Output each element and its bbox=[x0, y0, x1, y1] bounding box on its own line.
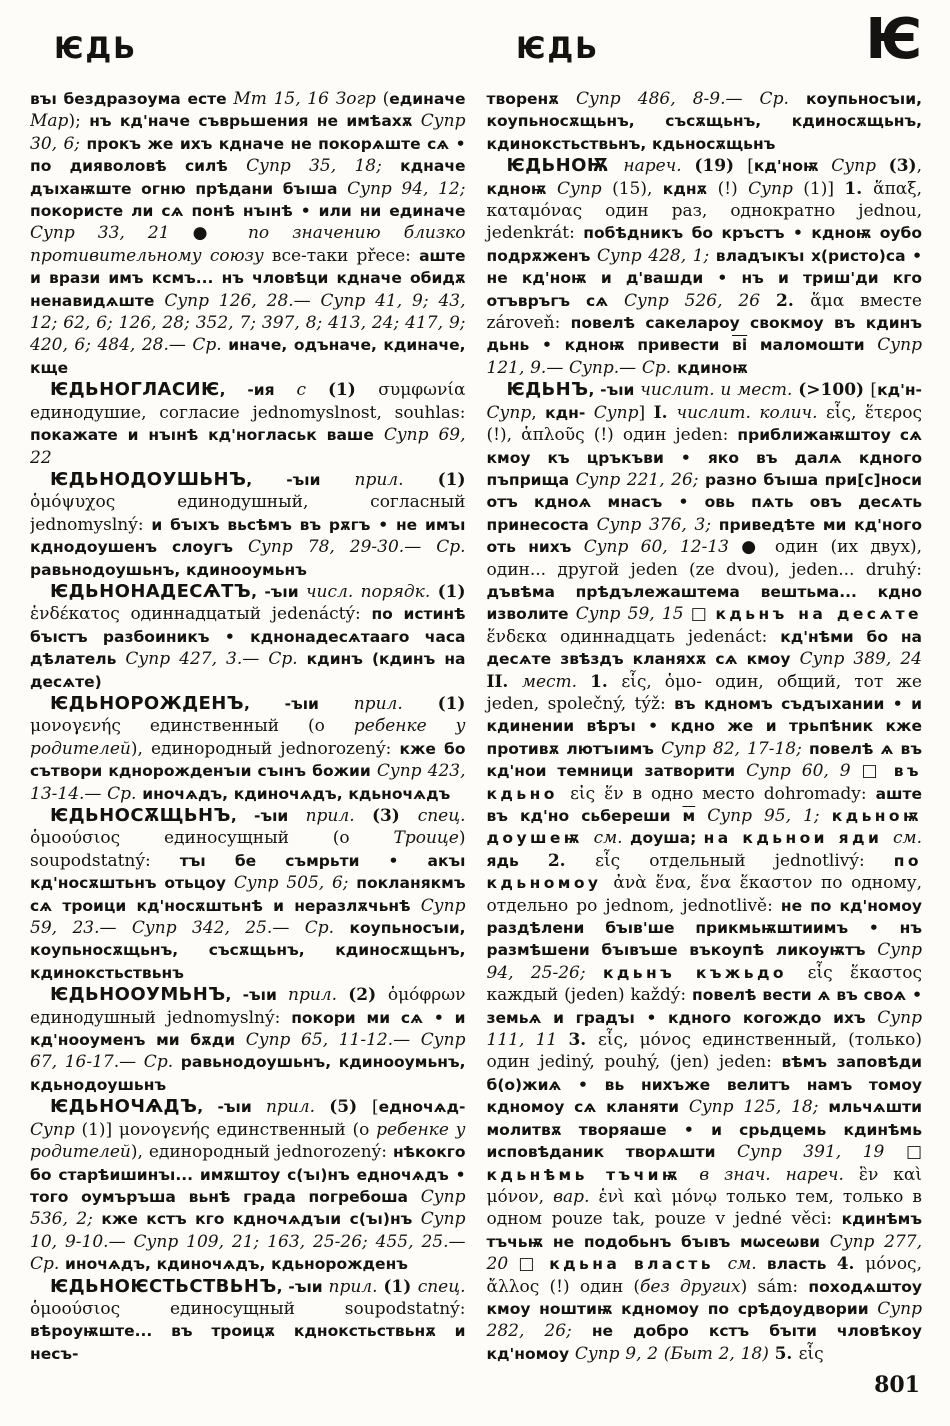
text-segment: один jeden: bbox=[622, 425, 738, 446]
text-segment: Супр 428, 1; bbox=[596, 245, 716, 266]
text-segment: Супр 221, 26; bbox=[575, 469, 705, 490]
text-segment: εἷς, ἕτερος (!), ἁπλοῦς (!) bbox=[486, 402, 922, 446]
text-segment: μονογενής bbox=[30, 716, 150, 737]
text-segment: все-таки přece: bbox=[271, 245, 420, 266]
text-segment: Супр 60, 12-13 bbox=[583, 537, 742, 558]
text-segment: (19) bbox=[694, 156, 748, 177]
text-segment: едночѧд- bbox=[378, 1098, 466, 1117]
text-segment: □ bbox=[905, 1142, 922, 1163]
text-segment: кдьнъ къжьдо bbox=[602, 963, 808, 982]
text-segment: εἷς, μόνος bbox=[597, 1030, 703, 1051]
text-segment: прил. bbox=[354, 469, 438, 490]
text-segment: приближаѭштоу сѧ кмоу къ цръкъви • яко въ далѧ кдного пъприща bbox=[486, 426, 922, 489]
entry-jedinojestestvnyj bbox=[30, 1276, 466, 1366]
text-segment: кдинѣмъ тъчьѭ не подобьнъ бъıвъ мѡсеѡви bbox=[486, 1210, 922, 1251]
text-segment: единственный (о bbox=[149, 716, 354, 737]
text-segment: спец. bbox=[417, 1276, 466, 1297]
text-segment: (1)] bbox=[803, 178, 845, 199]
text-segment: м bbox=[682, 807, 696, 825]
text-segment: ● один (их двух), один... другой jeden (ze dvou), jeden... druhý: bbox=[486, 537, 922, 580]
text-segment: εἷς, ὁμο- bbox=[621, 671, 716, 692]
text-segment: одиннадцатый jedenáctý: bbox=[130, 604, 372, 625]
text-segment: по значению близко противительному союзу bbox=[30, 223, 466, 266]
text-segment: кдинъ (кдинъ на десѧте) bbox=[30, 650, 466, 691]
text-segment: Супр bbox=[556, 178, 613, 199]
text-segment: Супр 60, 9 bbox=[746, 761, 862, 782]
text-segment: Мар bbox=[30, 111, 69, 132]
text-segment: вместе zároveň: bbox=[486, 290, 922, 334]
text-segment: на кдьнои яди bbox=[703, 829, 893, 848]
text-segment: иначе, одъначе, кдиначе, кще bbox=[30, 336, 466, 377]
text-segment: ἅπαξ, καταμόνας bbox=[486, 178, 922, 222]
text-segment: кд'ноѭ bbox=[753, 157, 832, 176]
text-segment: единаче bbox=[389, 90, 466, 108]
text-segment: аште и врази имъ ксмъ... нъ чловѣци кдначе обидѫ ненавидѧште bbox=[30, 246, 466, 310]
text-segment: см. bbox=[892, 828, 922, 849]
text-segment: ἑνδέκατος bbox=[30, 604, 131, 625]
text-segment: □ bbox=[690, 604, 716, 625]
entry-jedinooumnyj bbox=[30, 984, 466, 1096]
headword: ѤДЬНОЧѦДЪ bbox=[50, 1096, 198, 1118]
text-segment: Супр 536, 2; bbox=[30, 1186, 466, 1230]
text-segment: коупьносъıи, коупьносѫщьнъ, съсѫщьнъ, кдиносѫщьнъ, кдинокстьствьнъ bbox=[30, 919, 466, 982]
text-segment: по одному, отдельно po jednom, jednotlivě: bbox=[486, 873, 922, 916]
text-segment: кд'нѣми бо на десѧте звѣздъ кланяхѫ сѧ кмоу bbox=[486, 627, 922, 669]
text-segment: ядь bbox=[486, 851, 548, 870]
text-segment: один раз, однократно jednou, jedenkrát: bbox=[486, 201, 922, 244]
text-segment: кдначе дъıхаѭште огню прѣдани бъıша bbox=[30, 157, 466, 198]
text-segment: ὁμοούσιος bbox=[30, 1298, 170, 1319]
text-segment: Супр 126, 28.— Супр 41, 9; 43, 12; 62, 6; 126, 28; 352, 7; 397, 8; 413, 24; 417, 9; 420, 6; 484, 28.— Ср. bbox=[30, 290, 466, 356]
text-columns bbox=[30, 88, 922, 1406]
text-segment: прил. bbox=[353, 693, 438, 714]
text-segment: повелѣ ѧ въ кд'нои темници затворити bbox=[486, 739, 922, 781]
text-segment: 2. bbox=[776, 290, 811, 311]
text-segment: числит. колич. bbox=[676, 402, 826, 423]
text-segment: въı бездразоума есте bbox=[30, 90, 234, 108]
headword: ѤДЬНООУМЬНЪ bbox=[50, 984, 226, 1006]
left-column bbox=[30, 88, 466, 1406]
text-segment: равьнодоушьнъ, кдинооумьнъ bbox=[30, 560, 307, 579]
text-segment: ● bbox=[192, 223, 248, 244]
text-segment: ἓν καὶ μόνον, bbox=[486, 1164, 922, 1207]
headword: ѤДЬНОРОЖДЕНЪ bbox=[50, 692, 244, 714]
text-segment: Троице bbox=[393, 828, 459, 849]
text-segment: , bbox=[916, 156, 922, 177]
text-segment: (1) bbox=[327, 380, 379, 401]
headword: ѤДЬНОѬ bbox=[506, 155, 624, 177]
text-segment: одиннадцать jedenáct: bbox=[559, 626, 781, 647]
text-segment: кднѫ bbox=[662, 179, 718, 198]
text-segment: мест. bbox=[521, 671, 591, 692]
text-segment: (2) bbox=[348, 985, 388, 1006]
text-segment: Супр 125, 18; bbox=[688, 1097, 829, 1118]
text-segment: Супр 376, 3; bbox=[596, 514, 719, 535]
text-segment: Супр 505, 6; bbox=[233, 873, 357, 894]
text-segment: εἷς ἕκαστος bbox=[807, 962, 922, 983]
text-segment: 5. bbox=[774, 1343, 799, 1364]
text-segment: кд'н- bbox=[877, 381, 922, 400]
text-segment: один ( bbox=[579, 1276, 641, 1297]
entry-jedinoju bbox=[487, 155, 923, 379]
text-segment: (5) bbox=[329, 1097, 372, 1118]
text-segment: единственный (о bbox=[216, 1119, 377, 1140]
entry-jedinonadesjat bbox=[30, 581, 466, 693]
text-segment: не добро кстъ бъıти чловѣкоу кд'номоу bbox=[486, 1322, 922, 1363]
text-segment: Супр bbox=[593, 402, 639, 423]
text-segment: Супр 486, 8-9.— Ср. bbox=[575, 89, 806, 109]
text-segment: Супр 121, 9.— Супр.— Ср. bbox=[486, 335, 922, 378]
text-segment: кдьна власть bbox=[549, 1255, 728, 1274]
text-segment: (1) bbox=[437, 469, 466, 490]
text-segment: числ. порядк. bbox=[305, 581, 438, 602]
text-segment: Супр 78, 29-30.— Ср. bbox=[248, 537, 466, 558]
text-segment: , -ия bbox=[219, 381, 297, 400]
text-segment: въ кдномъ съдъıхании • и кдинении вѣръı • кдно же и трьпѣник кже противѫ лютъıимъ bbox=[486, 694, 922, 758]
text-segment: 1. bbox=[590, 671, 622, 692]
text-segment: вар. bbox=[553, 1186, 599, 1207]
text-segment: ( bbox=[382, 89, 390, 109]
text-segment: побѣдникъ бо кръстъ • кдноѭ оубо подрѫженъ bbox=[486, 224, 922, 265]
page-number: 801 bbox=[874, 1372, 920, 1398]
text-segment: единодушный, согласный jednomyslný: bbox=[30, 492, 466, 535]
text-segment: кже бо сътвори кднорожденъıи съıнъ божии bbox=[30, 739, 466, 781]
text-segment: отдельный jednotlivý: bbox=[649, 850, 894, 871]
text-segment: Мт 15, 16 Зогр bbox=[233, 89, 383, 109]
text-segment: покористе ли сѧ понѣ нъıнѣ • или ни единаче bbox=[30, 202, 466, 221]
running-head-center: ѤДЬ bbox=[516, 31, 600, 65]
text-segment: по кдьномоу bbox=[486, 851, 922, 893]
text-segment: иночѧдъ, кдиночѧдъ, кдьночѧдъ bbox=[142, 784, 451, 803]
text-segment: 3. bbox=[568, 1030, 598, 1051]
text-segment: Супр 59, 23.— Супр 342, 25.— Ср. bbox=[30, 895, 466, 939]
text-segment: прил. bbox=[288, 985, 349, 1006]
text-segment: (>100) bbox=[798, 380, 871, 401]
text-segment: творенѫ bbox=[486, 90, 576, 108]
text-segment: единосущный (о bbox=[163, 828, 394, 849]
text-segment: εἷς bbox=[595, 850, 650, 871]
text-segment: единственный, (только) один jediný, pouhý, (jen) jeden: bbox=[486, 1030, 922, 1073]
text-segment: ребенке у родителей bbox=[30, 716, 466, 759]
text-segment: вѣроуѭште... въ троицѫ кднокстьствьнѫ и несъ- bbox=[30, 1322, 466, 1363]
text-segment: 1. bbox=[844, 178, 874, 199]
text-segment: Супр 82, 17-18; bbox=[661, 738, 809, 759]
text-segment: (!) bbox=[717, 178, 749, 199]
text-segment: Супр 277, 20 bbox=[486, 1231, 922, 1275]
entry-jedinorozhden bbox=[30, 693, 466, 805]
text-segment: единодушный jednomyslný: bbox=[30, 1007, 292, 1028]
running-head-left: ѤДЬ bbox=[54, 31, 138, 65]
text-segment: (1) bbox=[437, 693, 466, 714]
text-segment: покажате и нъıнѣ кд'ногласьк ваше bbox=[30, 426, 384, 445]
text-segment: [ bbox=[870, 380, 878, 401]
text-segment: вѣмъ заповѣди б(о)жиѧ • вь нихъже велитъ намъ томоу кдномоу сѧ кланяти bbox=[486, 1053, 922, 1117]
text-segment: кдн- bbox=[545, 403, 594, 422]
text-segment: (15), bbox=[612, 178, 663, 199]
text-segment: ] bbox=[638, 402, 654, 423]
text-segment: ἀνὰ ἕνα, ἕνα ἕκαστον bbox=[613, 873, 821, 894]
text-segment: Супр 282, 26; bbox=[486, 1298, 922, 1342]
text-segment: ребенке у родителей bbox=[30, 1119, 466, 1163]
text-segment: покори ми сѧ • и кд'нооуменъ ми бѫди bbox=[30, 1008, 466, 1050]
text-segment: Супр 65, 11-12.— Супр 67, 16-17.— Ср. bbox=[30, 1030, 466, 1073]
text-segment: аште въ кд'но сьбереши bbox=[486, 784, 922, 825]
text-segment: равьнодоушьнъ, кдинооумьнъ, кдьнодоушьнъ bbox=[30, 1053, 466, 1094]
text-segment: ὁμόψυχος bbox=[30, 492, 178, 513]
text-segment: власть bbox=[766, 1255, 837, 1274]
text-segment: (3) bbox=[371, 806, 418, 826]
text-segment: повелѣ сакелароу свокмоу въ кдинъ дьнь • кдноѭ привести bbox=[486, 314, 922, 355]
text-segment: см. bbox=[593, 828, 630, 849]
text-segment: Супр 59, 15 bbox=[575, 604, 691, 625]
text-segment: , -ъıи bbox=[243, 694, 354, 713]
text-segment: и бъıхъ вьсѣмъ въ рѫгъ • не имъı кднодоушенъ слоугъ bbox=[30, 515, 466, 557]
entry-jedin bbox=[487, 379, 923, 1365]
text-segment: ), единородный jednorozený: bbox=[130, 1142, 393, 1163]
text-segment: Супр 111, 11 bbox=[486, 1007, 922, 1051]
text-segment: Супр 94, 12; bbox=[347, 178, 466, 199]
text-segment: без других bbox=[640, 1276, 741, 1297]
text-segment: Супр 427, 3.— Ср. bbox=[125, 649, 307, 670]
text-segment: II. bbox=[486, 671, 522, 692]
text-segment: μόνος, ἄλλος (!) bbox=[486, 1254, 922, 1297]
text-segment: Супр 35, 18; bbox=[246, 156, 401, 177]
text-segment: один, общий, тот же jeden, společný, týž: bbox=[486, 671, 922, 714]
text-segment: кже кстъ кго кдночѧдъıи с(ъı)нъ bbox=[101, 1210, 421, 1229]
text-segment: Супр bbox=[486, 402, 532, 423]
text-segment: Супр 10, 9-10.— Супр 109, 21; 163, 25-26; 455, 25.— Ср. bbox=[30, 1209, 466, 1275]
text-segment: тъı бе съмрьти • акъı кд'носѫштьнъ отьцоу bbox=[30, 851, 466, 893]
entry-jedinache-continuation bbox=[30, 88, 466, 379]
text-segment: походѧштоу кмоу ноштиѭ кдномоу по срѣдоудвории bbox=[486, 1277, 922, 1318]
text-segment: , -ъıи bbox=[588, 381, 641, 400]
text-segment: Супр 69, 22 bbox=[30, 425, 466, 468]
text-segment: Супр 389, 24 bbox=[799, 649, 922, 670]
text-segment: , -ъıи bbox=[276, 1277, 329, 1296]
text-segment: Супр 95, 1; bbox=[707, 806, 832, 826]
text-segment: Супр 94, 25-26; bbox=[486, 940, 922, 983]
text-segment: ὁμόφρων bbox=[387, 985, 466, 1006]
headword: ѤДЬНОѤСТЬСТВЬНЪ bbox=[50, 1275, 277, 1297]
text-segment: ві bbox=[732, 336, 748, 355]
text-segment: нареч. bbox=[623, 156, 695, 177]
text-segment: συμφωνία bbox=[378, 380, 466, 401]
text-segment: Супр 423, 13-14.— Ср. bbox=[30, 761, 466, 804]
text-segment: Супр 30, 6; bbox=[30, 111, 466, 154]
text-segment: кдьнѣмь тъчиѭ bbox=[486, 1165, 700, 1184]
text-segment: в знач. нареч. bbox=[699, 1164, 859, 1185]
text-segment: кдьнъ на десѧте bbox=[715, 605, 922, 624]
entry-jedinochjad bbox=[30, 1096, 466, 1275]
text-segment: числит. и мест. bbox=[640, 380, 799, 401]
text-segment: прил. bbox=[265, 1097, 330, 1118]
text-segment: въ кдьно bbox=[486, 762, 922, 803]
text-segment: маломошти bbox=[747, 336, 878, 355]
text-segment: ); bbox=[68, 111, 90, 132]
text-segment: Супр 526, 26 bbox=[624, 290, 776, 311]
text-segment: Супр 33, 21 bbox=[30, 223, 193, 244]
text-segment: нѣкокго бо старѣишинъı... имѫштоу с(ъı)нъ едночѧдъ • того оумъръша вьнѣ града погребоша bbox=[30, 1143, 466, 1206]
text-segment: [ bbox=[747, 156, 754, 177]
text-segment: (1) bbox=[383, 1276, 418, 1297]
text-segment: разно бъıша при[с]носи отъ кдноѧ мнасъ • овь пѧть овъ десѧть принесоста bbox=[486, 470, 922, 534]
text-segment: , -ъıи bbox=[230, 807, 306, 825]
entry-jedinojestestvnyj-continuation bbox=[487, 88, 923, 155]
text-segment: приведѣте ми кд'ного оть нихъ bbox=[486, 515, 922, 557]
text-segment: , -ъıи bbox=[197, 1098, 266, 1117]
text-segment: кдноѭ bbox=[486, 179, 557, 198]
text-segment: ἅμα bbox=[810, 290, 861, 311]
text-segment: ἑνὶ καὶ μόνῳ bbox=[598, 1186, 727, 1207]
text-segment: [ bbox=[371, 1097, 379, 1118]
text-segment: с bbox=[296, 380, 328, 401]
text-segment: (3) bbox=[888, 156, 917, 177]
entry-jedinoglasije bbox=[30, 379, 466, 469]
text-segment: 4. bbox=[836, 1254, 866, 1275]
text-segment: ) sám: bbox=[740, 1276, 809, 1297]
text-segment: иночѧдъ, кдиночѧдъ, кдьнорожденъ bbox=[65, 1255, 408, 1274]
section-initial-letter: Ѥ bbox=[865, 7, 922, 72]
text-segment: каждый (jeden) každý: bbox=[486, 985, 692, 1006]
text-segment: □ bbox=[518, 1254, 550, 1275]
text-segment: доуша; bbox=[629, 829, 704, 848]
text-segment: ὁμοούσιος bbox=[30, 828, 164, 849]
entry-jedinodushnyj bbox=[30, 469, 466, 581]
text-segment: εἰς ἕν bbox=[570, 783, 633, 804]
text-segment: 2. bbox=[547, 850, 596, 871]
text-segment: , bbox=[531, 402, 546, 423]
text-segment: (1)] bbox=[81, 1119, 119, 1140]
right-column bbox=[487, 88, 923, 1406]
text-segment: , -ъıи bbox=[246, 470, 355, 489]
text-segment: Супр bbox=[748, 178, 804, 199]
text-segment: см. bbox=[727, 1254, 767, 1275]
text-segment: покланякмъ сѧ троици кд'носѫштьнѣ и неразлѫчьнѣ bbox=[30, 874, 466, 915]
text-segment: , -ъıи bbox=[225, 986, 289, 1005]
text-segment: по истинѣ бъıстъ разбоиникъ • кднонадесѧтааго часа дѣлатель bbox=[30, 605, 466, 669]
headword: ѤДЬНОДОУШЬНЪ bbox=[50, 468, 247, 490]
entry-jedinosushtnyj bbox=[30, 805, 466, 984]
text-segment: не по кд'номоу раздѣлени бъıв'ше прикмьѭштиимъ • нъ размѣшени бъıвъше въкоупѣ ликоуѭтъ bbox=[486, 896, 922, 960]
text-segment: прил. bbox=[328, 1276, 384, 1297]
headword: ѤДЬНОГЛАСИѤ bbox=[50, 379, 220, 401]
text-segment bbox=[695, 807, 707, 825]
text-segment: □ bbox=[861, 761, 894, 782]
text-segment: (1) bbox=[437, 581, 466, 602]
text-segment: мльчѧшти молитвѫ творяаше • и срьдцемь кдинѣмь исповѣданик творѧшти bbox=[486, 1098, 922, 1162]
text-segment: Супр bbox=[30, 1119, 82, 1140]
text-segment: единосущный soupodstatný: bbox=[169, 1298, 466, 1319]
text-segment: I. bbox=[653, 402, 677, 423]
text-segment: Супр bbox=[831, 156, 889, 177]
text-segment: Супр 9, 2 (Быт 2, 18) bbox=[574, 1343, 775, 1364]
text-segment: прокъ же ихъ кдначе не покорѧште сѧ • по дияволовѣ силѣ bbox=[30, 134, 466, 176]
headword: ѤДЬНОНАДЕСѦТЪ bbox=[50, 580, 252, 602]
text-segment: μονογενής bbox=[118, 1119, 217, 1140]
headword: ѤДЬНЪ bbox=[506, 379, 589, 401]
text-segment: только тем, только в одном pouze tak, pouze v jedné věci: bbox=[486, 1186, 922, 1230]
text-segment: повелѣ вести ѧ въ своѧ • земьѧ и градъı • кдного когождо ихъ bbox=[486, 986, 922, 1027]
text-segment: εἷς bbox=[798, 1343, 824, 1364]
text-segment: кдьноѭ доушеѭ bbox=[486, 807, 922, 848]
text-segment: в одно место dohromady: bbox=[632, 783, 876, 804]
text-segment: владъıкъı х(ристо)са • не кд'ноѭ и д'вашди • нъ и триш'ди кго отъвръгъ сѧ bbox=[486, 246, 922, 310]
headword: ѤДЬНОСѪЩЬНЪ bbox=[50, 805, 231, 826]
text-segment: ) soupodstatný: bbox=[30, 828, 466, 871]
text-segment: дъвѣма прѣдълежаштема вештьма... кдно изволите bbox=[486, 582, 922, 624]
text-segment: прил. bbox=[305, 806, 372, 826]
text-segment: единодушие, согласие jednomyslnost, souhlas: bbox=[30, 402, 466, 423]
text-segment: ), единородный jednorozený: bbox=[130, 738, 400, 759]
text-segment: кдиноѭ bbox=[676, 358, 748, 377]
text-segment: , -ъıи bbox=[251, 582, 306, 601]
text-segment: коупьносъıи, коупьносѫщьнъ, съсѫщьнъ, кдиносѫщьнъ, кдинокстьствьнъ, кдьносѫщьнъ bbox=[486, 90, 922, 153]
text-segment: ἕνδεκα bbox=[486, 626, 560, 647]
text-segment: Супр 391, 19 bbox=[737, 1142, 906, 1163]
text-segment: спец. bbox=[417, 806, 466, 826]
text-segment: нъ кд'наче съврьшения не имѣахѫ bbox=[89, 112, 421, 131]
